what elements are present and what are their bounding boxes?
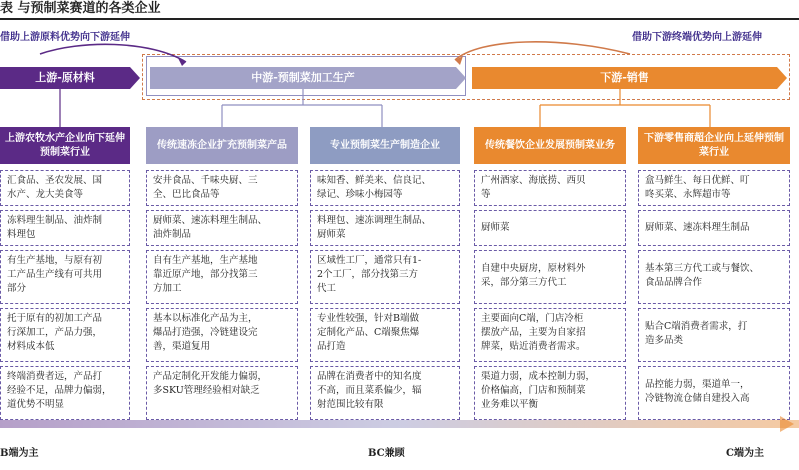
cell-line: 料理包	[7, 229, 36, 240]
upstream-extend-arrow	[455, 42, 630, 60]
stage-downstream-arrow	[777, 67, 787, 89]
axis-label-bc: BC兼顾	[368, 448, 405, 459]
cell-line: 有生产基地，与原有初	[7, 255, 103, 266]
cell-restaurant-production	[474, 250, 626, 304]
cell-line: 终端消费者远，产品打	[7, 371, 103, 382]
cell-frozen-food-companies	[146, 170, 298, 206]
cell-retail-weakness	[638, 366, 790, 420]
cell-line: 经验不足，品牌力偏弱，	[7, 385, 112, 396]
column-header-specialist: 专业预制菜生产制造企业	[310, 127, 460, 164]
cell-line: 食品品牌合作	[645, 277, 703, 288]
cell-line: 道优势不明显	[7, 399, 65, 410]
title-divider	[0, 18, 799, 20]
cell-upstream-agri-strength	[0, 308, 130, 362]
cell-specialist-weakness	[310, 366, 460, 420]
cell-line: 靠近原产地，部分找第三	[153, 269, 258, 280]
cell-line: 厨师菜、速冻料理生制品	[645, 222, 750, 233]
cell-line: 油炸制品	[153, 229, 192, 240]
cell-line: 全、巴比食品等	[153, 189, 220, 200]
cell-line: 厨师菜	[481, 222, 510, 233]
strategy-right-label: 借助下游终端优势向上游延伸	[632, 32, 762, 43]
cell-upstream-agri-weakness	[0, 366, 130, 420]
cell-line: 爆品打造强，冷链建设完	[153, 327, 258, 338]
stage-upstream-arrow	[130, 67, 140, 89]
cell-line: 2个工厂，部分找第三方	[317, 269, 419, 280]
cell-line: 品打造	[317, 341, 346, 352]
cell-line: 多SKU管理经验相对缺乏	[153, 385, 260, 396]
cell-line: 不高，而且菜系偏少，辐	[317, 385, 422, 396]
cell-retail-strength	[638, 308, 790, 362]
cell-restaurant-companies	[474, 170, 626, 206]
cell-retail-products	[638, 210, 790, 246]
cell-line: 部分	[7, 283, 27, 294]
cell-line: 自建中央厨房，原材料外	[481, 263, 586, 274]
cell-line: 冷链物流仓储自建投入高	[645, 393, 750, 404]
cell-upstream-agri-companies	[0, 170, 130, 206]
axis-label-c-end: C端为主	[726, 448, 764, 459]
cell-line: 广州酒家、海底捞、西贝	[481, 175, 586, 186]
cell-restaurant-strength	[474, 308, 626, 362]
cell-line: 自有生产基地，生产基地	[153, 255, 258, 266]
cell-line: 汇食品、圣农发展、国	[7, 175, 103, 186]
cell-specialist-production	[310, 250, 460, 304]
cell-frozen-food-strength	[146, 308, 298, 362]
cell-line: 专业性较强，针对B端做	[317, 313, 419, 324]
cell-specialist-companies	[310, 170, 460, 206]
cell-restaurant-weakness	[474, 366, 626, 420]
customer-orientation-axis	[0, 420, 799, 428]
cell-line: 咚买菜、永辉超市等	[645, 189, 731, 200]
cell-line: 贴合C端消费者需求，打	[645, 321, 748, 332]
cell-line: 冻料理生制品、油炸制	[7, 215, 103, 226]
column-header-upstream-agri: 上游农牧水产企业向下延伸预制菜行业	[0, 127, 130, 164]
cell-retail-companies	[638, 170, 790, 206]
cell-line: 牌菜，贴近消费者需求。	[481, 341, 586, 352]
strategy-left-label: 借助上游原料优势向下游延伸	[0, 32, 130, 43]
cell-line: 品牌在消费者中的知名度	[317, 371, 422, 382]
cell-frozen-food-products	[146, 210, 298, 246]
cell-frozen-food-weakness	[146, 366, 298, 420]
cell-line: 采，部分第三方代工	[481, 277, 567, 288]
cell-line: 基本以标准化产品为主，	[153, 313, 258, 324]
cell-line: 料理包、速冻调理生制品、	[317, 215, 432, 226]
cell-line: 材料成本低	[7, 341, 55, 352]
cell-line: 行深加工，产品力强，	[7, 327, 103, 338]
cell-upstream-agri-products	[0, 210, 130, 246]
flow-arrows	[0, 30, 799, 70]
cell-line: 造多品类	[645, 335, 684, 346]
cell-line: 工产品生产线有可共用	[7, 269, 103, 280]
cell-line: 等	[481, 189, 491, 200]
cell-line: 摆放产品，主要为自家招	[481, 327, 586, 338]
stage-midstream: 中游-预制菜加工生产	[150, 67, 456, 89]
cell-frozen-food-production	[146, 250, 298, 304]
cell-line: 厨师菜	[317, 229, 346, 240]
cell-line: 渠道力弱，成本控制力弱，	[481, 371, 596, 382]
cell-line: 善，渠道复用	[153, 341, 211, 352]
cell-line: 味知香、鲜美来、信良记、	[317, 175, 432, 186]
stage-downstream: 下游-销售	[472, 67, 777, 89]
cell-specialist-products	[310, 210, 460, 246]
cell-line: 安井食品、千味央厨、三	[153, 175, 258, 186]
cell-line: 代工	[317, 283, 337, 294]
downstream-extend-arrow	[40, 44, 186, 62]
cell-upstream-agri-production	[0, 250, 130, 304]
cell-line: 主要面向C端，门店冷柜	[481, 313, 584, 324]
cell-specialist-strength	[310, 308, 460, 362]
axis-arrow-head	[780, 416, 794, 432]
cell-line: 厨师菜、速冻料理生制品、	[153, 215, 268, 226]
cell-line: 品控能力弱，渠道单一，	[645, 379, 750, 390]
cell-restaurant-products	[474, 210, 626, 246]
column-header-retail: 下游零售商超企业向上延伸预制菜行业	[638, 127, 790, 164]
page-title: 表 与预制菜赛道的各类企业	[0, 1, 161, 16]
column-header-frozen-food: 传统速冻企业扩充预制菜产品	[146, 127, 298, 164]
cell-line: 定制化产品、C端聚焦爆	[317, 327, 420, 338]
cell-retail-production	[638, 250, 790, 304]
column-header-restaurant: 传统餐饮企业发展预制菜业务	[474, 127, 626, 164]
cell-line: 价格偏高，门店和预制菜	[481, 385, 586, 396]
cell-line: 基本第三方代工或与餐饮、	[645, 263, 760, 274]
connector-lines	[0, 89, 799, 129]
cell-line: 托于原有的初加工产品	[7, 313, 103, 324]
cell-line: 方加工	[153, 283, 182, 294]
cell-line: 区域性工厂，通常只有1-	[317, 255, 422, 266]
stage-upstream: 上游-原材料	[0, 67, 130, 89]
cell-line: 盒马鲜生、每日优鲜、叮	[645, 175, 750, 186]
cell-line: 绿记、珍味小梅园等	[317, 189, 403, 200]
cell-line: 水产、龙大美食等	[7, 189, 84, 200]
cell-line: 产品定制化开发能力偏弱，	[153, 371, 268, 382]
cell-line: 射范围比较有限	[317, 399, 384, 410]
axis-label-b-end: B端为主	[0, 448, 39, 459]
stage-midstream-arrow	[456, 67, 466, 89]
cell-line: 业务难以平衡	[481, 399, 539, 410]
